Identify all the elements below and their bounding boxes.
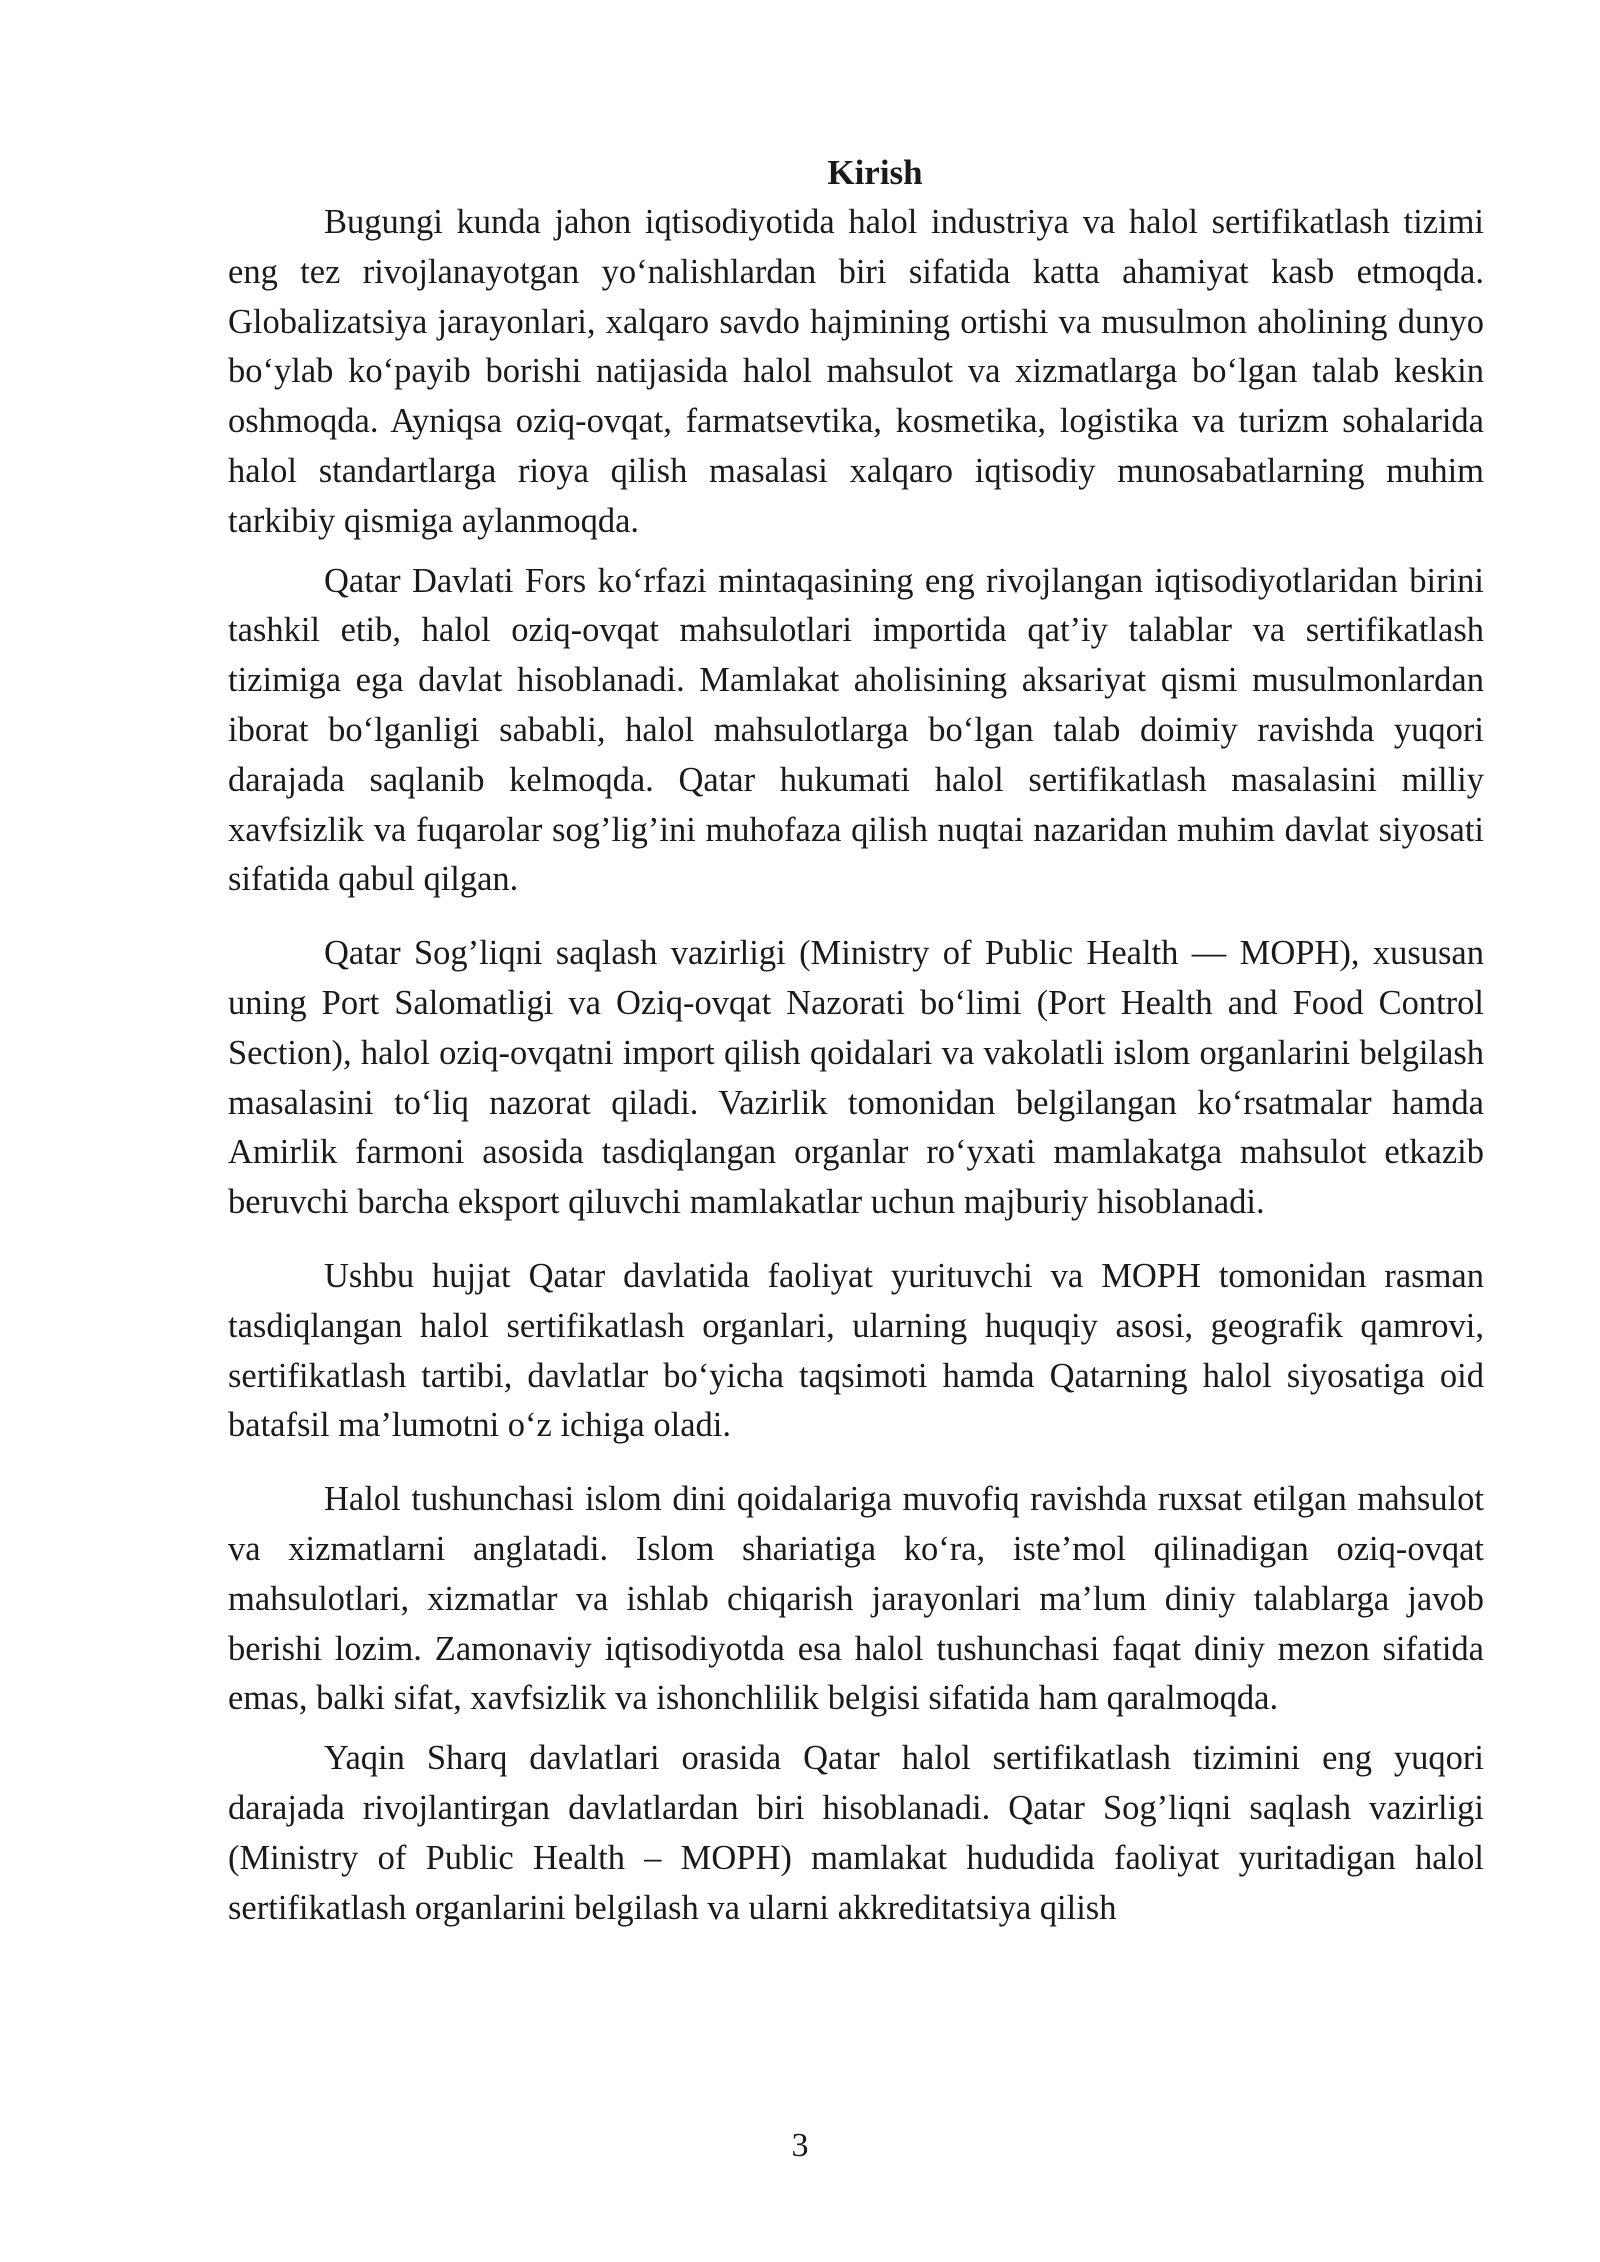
paragraph-6: Yaqin Sharq davlatlari orasida Qatar halol sertifikatlash tizimini eng yuqori darajada rivojlantirgan davlatlardan biri hisoblanadi. Qatar Sog’liqni saqlash vazirligi (Ministry of Public Health – MOPH) mamlakat hududida faoliyat yuritadigan halol sertifikatlash organlarini belgilash va ularni akkreditatsiya qilish xyxy=(228,1739,1484,1927)
paragraph-3: Qatar Sog’liqni saqlash vazirligi (Ministry of Public Health — MOPH), xususan uning Port Salomatligi va Oziq-ovqat Nazorati bo‘limi (Port Health and Food Control Section), halol oziq-ovqatni import qilish qoidalari va vakolatli islom organlarini belgilash masalasini to‘liq nazorat qiladi. Vazirlik tomonidan belgilangan ko‘rsatmalar hamda Amirlik farmoni asosida tasdiqlangan organlar ro‘yxati mamlakatga mahsulot etkazib beruvchi barcha eksport qiluvchi mamlakatlar uchun majburiy hisoblanadi. xyxy=(228,934,1484,1222)
paragraph-1: Bugungi kunda jahon iqtisodiyotida halol industriya va halol sertifikatlash tizimi eng tez rivojlanayotgan yo‘nalishlardan biri sifatida katta ahamiyat kasb etmoqda. Globalizatsiya jarayonlari, xalqaro savdo hajmining ortishi va musulmon aholining dunyo bo‘ylab ko‘payib borishi natijasida halol mahsulot va xizmatlarga bo‘lgan talab keskin oshmoqda. Ayniqsa oziq-ovqat, farmatsevtika, kosmetika, logistika va turizm sohalarida halol standartlarga rioya qilish masalasi xalqaro iqtisodiy munosabatlarning muhim tarkibiy qismiga aylanmoqda. xyxy=(228,203,1484,540)
paragraph-4: Ushbu hujjat Qatar davlatida faoliyat yurituvchi va MOPH tomonidan rasman tasdiqlangan halol sertifikatlash organlari, ularning huquqiy asosi, geografik qamrovi, sertifikatlash tartibi, davlatlar bo‘yicha taqsimoti hamda Qatarning halol siyosatiga oid batafsil ma’lumotni o‘z ichiga oladi. xyxy=(228,1256,1484,1445)
section-title: Kirish xyxy=(827,153,923,192)
paragraph-2: Qatar Davlati Fors ko‘rfazi mintaqasining eng rivojlangan iqtisodiyotlaridan birini tashkil etib, halol oziq-ovqat mahsulotlari importida qat’iy talablar va sertifikatlash tizimiga ega davlat hisoblanadi. Mamlakat aholisining aksariyat qismi musulmonlardan iborat bo‘lganligi sababli, halol mahsulotlarga bo‘lgan talab doimiy ravishda yuqori darajada saqlanib kelmoqda. Qatar hukumati halol sertifikatlash masalasini milliy xavfsizlik va fuqarolar sog’lig’ini muhofaza qilish nuqtai nazaridan muhim davlat siyosati sifatida qabul qilgan. xyxy=(228,561,1484,899)
paragraph-5: Halol tushunchasi islom dini qoidalariga muvofiq ravishda ruxsat etilgan mahsulot va xizmatlarni anglatadi. Islom shariatiga ko‘ra, iste’mol qilinadigan oziq-ovqat mahsulotlari, xizmatlar va ishlab chiqarish jarayonlari ma’lum diniy talablarga javob berishi lozim. Zamonaviy iqtisodiyotda esa halol tushunchasi faqat diniy mezon sifatida emas, balki sifat, xavfsizlik va ishonchlilik belgisi sifatida ham qaralmoqda. xyxy=(228,1480,1484,1718)
page-number: 3 xyxy=(791,2127,809,2164)
page-content xyxy=(228,148,1484,1933)
